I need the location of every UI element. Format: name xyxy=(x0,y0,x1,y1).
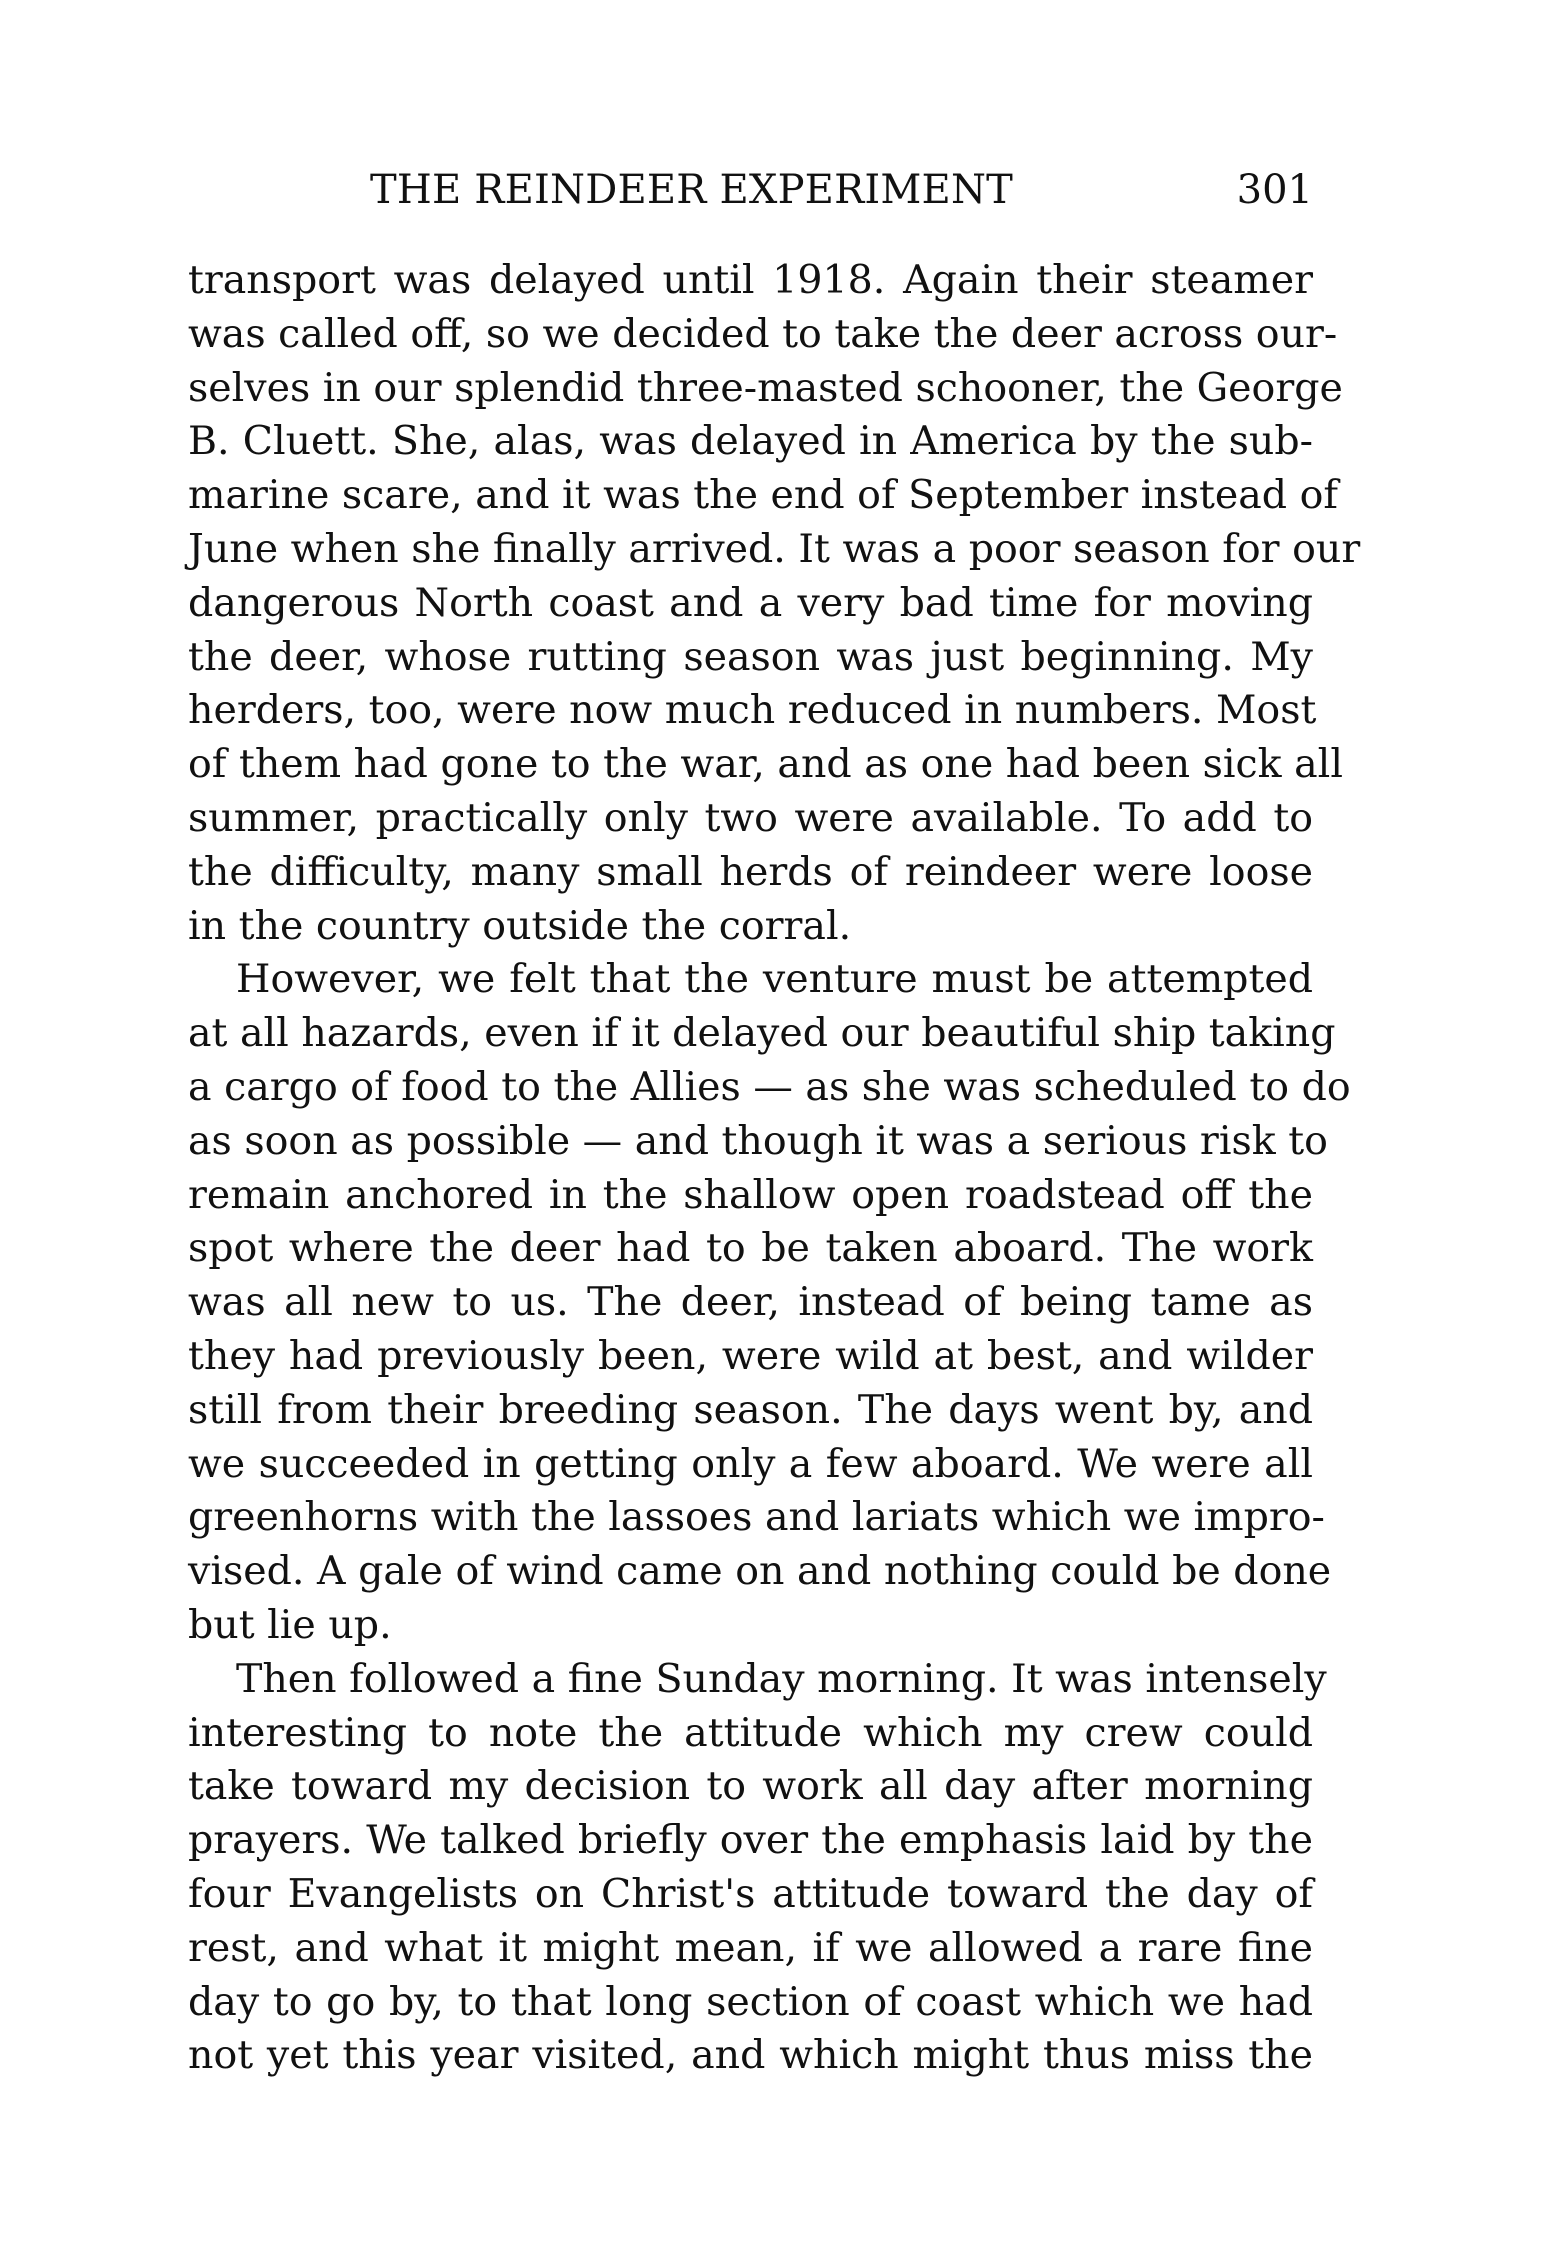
text-line: interesting to note the attitude which my crew could xyxy=(188,1709,1313,1756)
paragraph-end-line: in the country outside the corral. xyxy=(188,902,852,949)
text-line: June when she finally arrived. It was a poor season for our xyxy=(188,525,1361,572)
text-line: rest, and what it might mean, if we allowed a rare fine xyxy=(188,1924,1313,1971)
text-line: was called off, so we decided to take the deer across our- xyxy=(188,310,1338,357)
text-line: they had previously been, were wild at best, and wilder xyxy=(188,1332,1313,1379)
text-line: of them had gone to the war, and as one had been sick all xyxy=(188,741,1343,788)
text-line: still from their breeding season. The days went by, and xyxy=(188,1386,1313,1433)
text-line: as soon as possible — and though it was a serious risk to xyxy=(188,1117,1328,1164)
paragraph-start-line: However, we felt that the venture must be attempted xyxy=(236,956,1313,1003)
text-line: take toward my decision to work all day after morning xyxy=(188,1763,1313,1810)
text-line: prayers. We talked briefly over the emphasis laid by the xyxy=(188,1817,1313,1864)
text-line: remain anchored in the shallow open roadstead off the xyxy=(188,1171,1313,1218)
text-line: greenhorns with the lassoes and lariats which we impro- xyxy=(188,1494,1325,1541)
text-line: we succeeded in getting only a few aboard. We were all xyxy=(188,1440,1313,1487)
text-line: a cargo of food to the Allies — as she was scheduled to do xyxy=(188,1063,1351,1110)
running-title: THE REINDEER EXPERIMENT xyxy=(370,167,1014,213)
page-number: 301 xyxy=(1236,167,1313,213)
text-line: herders, too, were now much reduced in numbers. Most xyxy=(188,687,1317,734)
text-line: vised. A gale of wind came on and nothing could be done xyxy=(188,1548,1332,1595)
text-line: four Evangelists on Christ's attitude toward the day of xyxy=(188,1870,1313,1917)
text-line: the deer, whose rutting season was just beginning. My xyxy=(188,633,1313,680)
text-line: marine scare, and it was the end of September instead of xyxy=(188,472,1339,519)
text-line: spot where the deer had to be taken aboard. The work xyxy=(188,1225,1313,1272)
running-header xyxy=(188,160,1313,220)
text-line: selves in our splendid three-masted schooner, the George xyxy=(188,364,1343,411)
text-line: transport was delayed until 1918. Again their steamer xyxy=(188,257,1313,303)
text-line: day to go by, to that long section of coast which we had xyxy=(188,1978,1313,2025)
text-line: dangerous North coast and a very bad time for moving xyxy=(188,579,1313,626)
text-line: summer, practically only two were available. To add to xyxy=(188,794,1313,841)
paragraph-start-line: Then followed a fine Sunday morning. It was intensely xyxy=(236,1655,1327,1702)
text-line: the difficulty, many small herds of reindeer were loose xyxy=(188,848,1313,895)
text-line: B. Cluett. She, alas, was delayed in America by the sub- xyxy=(188,418,1313,465)
text-line: not yet this year visited, and which might thus miss the xyxy=(188,2032,1313,2079)
paragraph-end-line: but lie up. xyxy=(188,1601,392,1648)
body-text xyxy=(188,254,1361,2083)
text-line: at all hazards, even if it delayed our beautiful ship taking xyxy=(188,1010,1336,1057)
text-line: was all new to us. The deer, instead of being tame as xyxy=(188,1279,1313,1326)
